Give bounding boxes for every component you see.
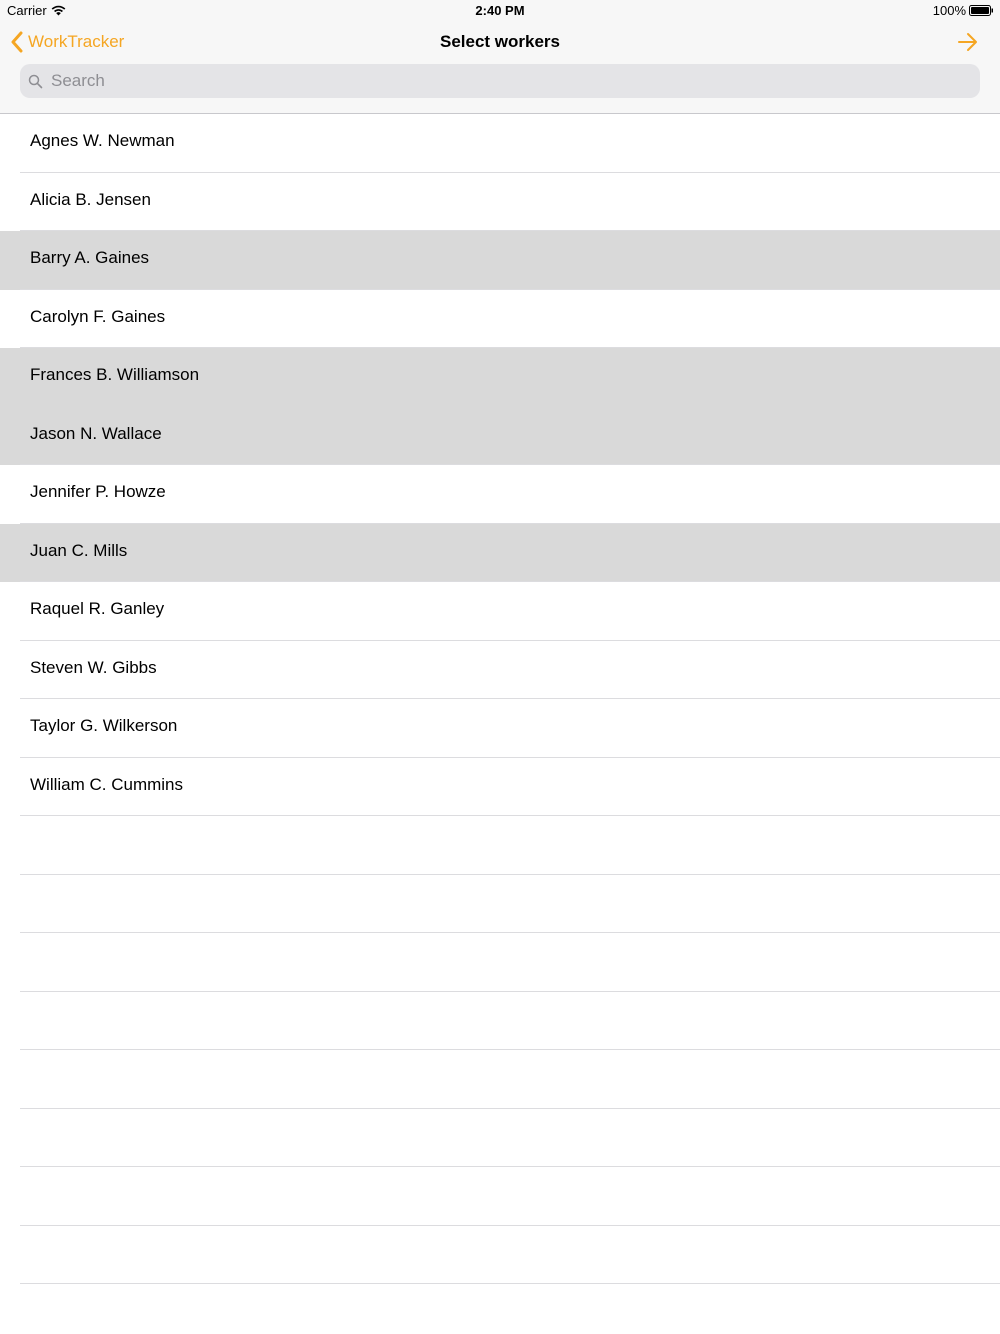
empty-row bbox=[0, 1167, 1000, 1226]
search-input[interactable] bbox=[49, 70, 953, 92]
battery-indicator bbox=[933, 3, 994, 18]
navigation-bar bbox=[0, 22, 1000, 62]
back-button-label: WorkTracker bbox=[28, 32, 125, 51]
worker-row[interactable] bbox=[0, 582, 1000, 641]
worker-row[interactable] bbox=[0, 114, 1000, 173]
worker-row[interactable] bbox=[0, 290, 1000, 349]
empty-row bbox=[0, 933, 1000, 992]
empty-row bbox=[0, 1226, 1000, 1285]
carrier-label: Carrier bbox=[7, 3, 47, 18]
status-bar bbox=[0, 0, 1000, 22]
worker-name: Jennifer P. Howze bbox=[30, 482, 166, 501]
worker-row[interactable] bbox=[0, 407, 1000, 466]
battery-percent: 100% bbox=[932, 3, 966, 18]
search-bar[interactable] bbox=[20, 64, 980, 98]
worker-row[interactable] bbox=[0, 758, 1000, 817]
worker-row[interactable] bbox=[0, 641, 1000, 700]
worker-name: Agnes W. Newman bbox=[30, 131, 175, 150]
worker-name: Juan C. Mills bbox=[30, 540, 128, 560]
worker-row[interactable] bbox=[0, 524, 1000, 583]
search-icon bbox=[28, 74, 43, 89]
worker-name: Taylor G. Wilkerson bbox=[30, 716, 178, 735]
status-time: 2:40 PM bbox=[475, 3, 525, 18]
worker-row[interactable] bbox=[0, 348, 1000, 407]
empty-row bbox=[0, 1109, 1000, 1168]
empty-row bbox=[0, 875, 1000, 934]
chevron-left-icon bbox=[10, 31, 24, 53]
empty-row bbox=[0, 816, 1000, 875]
worker-name: Steven W. Gibbs bbox=[30, 657, 157, 677]
worker-name: Raquel R. Ganley bbox=[30, 599, 165, 618]
worker-name: Frances B. Williamson bbox=[30, 365, 200, 384]
header bbox=[0, 0, 1000, 114]
worker-row[interactable] bbox=[0, 231, 1000, 290]
worker-name: Jason N. Wallace bbox=[30, 423, 162, 443]
worker-row[interactable] bbox=[0, 699, 1000, 758]
worker-row[interactable] bbox=[0, 465, 1000, 524]
empty-row bbox=[0, 1050, 1000, 1109]
arrow-right-icon[interactable] bbox=[956, 30, 980, 54]
battery-icon bbox=[969, 5, 994, 16]
worker-list bbox=[0, 114, 1000, 1284]
page-title: Select workers bbox=[439, 32, 560, 51]
worker-name: Alicia B. Jensen bbox=[30, 189, 151, 209]
empty-row bbox=[0, 992, 1000, 1051]
worker-name: Barry A. Gaines bbox=[30, 248, 150, 267]
worker-name: Carolyn F. Gaines bbox=[30, 306, 166, 326]
worker-name: William C. Cummins bbox=[30, 774, 183, 794]
back-button[interactable] bbox=[10, 30, 124, 54]
worker-row[interactable] bbox=[0, 173, 1000, 232]
